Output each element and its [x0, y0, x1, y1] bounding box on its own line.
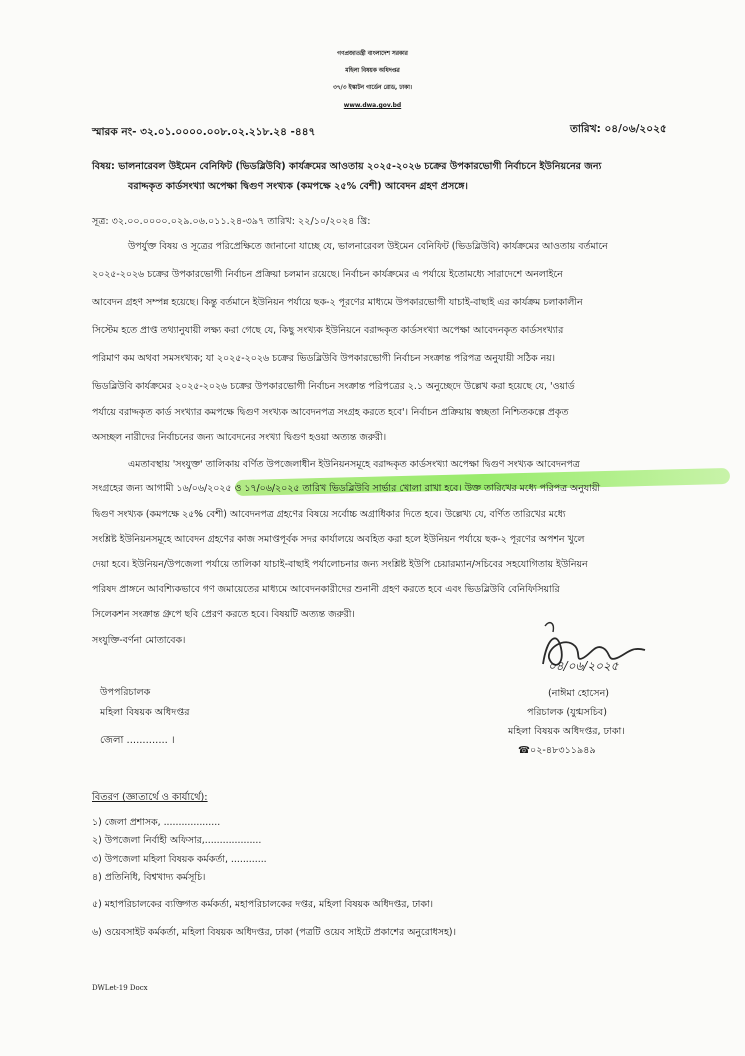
memo-date: তারিখ: ০৪/০৬/২০২৫ — [570, 123, 667, 135]
signature-date: ০৪/০৬/২০২৫ — [548, 659, 619, 673]
para1-line: পর্যায়ে বরাদ্দকৃত কার্ড সংখ্যার কমপক্ষে দ্বিগুণ সংখ্যক আবেদনপত্র সংগ্রহ করতে হবে'। নির্বাচন প্রক্রিয়ায় স্বচ্ছতা নিশ্চিতকল্পে প্রকৃত — [92, 407, 569, 418]
para1-line: আবেদন গ্রহণ সম্পন্ন হয়েছে। কিন্তু বর্তমানে ইউনিয়ন পর্যায়ে ছক-২ পূরণের মাধ্যমে উপকারভোগী যাচাই-বাছাই এর কার্যক্রম চলাকালীন — [92, 297, 583, 308]
recipient-district: জেলা ............. । — [100, 735, 175, 746]
reference-line: সূত্র: ৩২.০০.০০০০.০২৯.০৬.০১১.২৪-৩৯৭ তারিখ: ২২/১০/২০২৪ খ্রি: — [92, 216, 371, 227]
distribution-item: ২) উপজেলা নির্বাহী অফিসার,................... — [92, 835, 262, 846]
website-link[interactable]: www.dwa.gov.bd — [343, 102, 402, 109]
recipient-title: উপপরিচালক — [100, 687, 151, 698]
para2-line: পরিষদ প্রাঙ্গনে আবশ্যিকভাবে গণ জমায়েতের মাধ্যমে আবেদনকারীদের শুনানী গ্রহণ করতে হবে এবং ভিডব্লিউবি বেনিফিসিয়ারি — [92, 584, 560, 595]
memo-number: স্মারক নং- ৩২.০১.০০০০.০০৮.০২.২১৮.২৪ -৪৪৭ — [92, 126, 316, 138]
distribution-item: ৫) মহাপরিচালকের ব্যক্তিগত কর্মকর্তা, মহাপরিচালকের দপ্তর, মহিলা বিষয়ক অধিদপ্তর, ঢাকা। — [92, 899, 434, 910]
document-code: DWLet-19 Docx — [92, 984, 148, 992]
para2-line: দেয়া হবে। ইউনিয়ন/উপজেলা পর্যায়ে তালিকা যাচাই-বাছাই পর্যালোচনার জন্য সংশ্লিষ্ট ইউপি চেয়ারম্যান/সচিবের সহযোগিতায় ইউনিয়ন — [92, 559, 588, 570]
handwritten-signature — [535, 618, 675, 688]
subject-line-1: বিষয়: ভালনারেবল উইমেন বেনিফিট (ভিডব্লিউবি) কার্যক্রমের আওতায় ২০২৫-২০২৬ চক্রের উপকারভোগী নির্বাচনে ইউনিয়নের জন্য — [92, 161, 602, 172]
signatory-office: মহিলা বিষয়ক অধিদপ্তর, ঢাকা। — [508, 726, 625, 737]
para1-line: পরিমাণ কম অথবা সমসংখ্যক; যা ২০২৫-২০২৬ চক্রের ভিডব্লিউবি উপকারভোগী নির্বাচন সংক্রান্ত পরিপত্র অনুযায়ী সঠিক নয়। — [92, 353, 556, 364]
signatory-name: (নাঈমা হোসেন) — [548, 688, 610, 699]
para1-line: অসচ্ছল নারীদের নির্বাচনের জন্য আবেদনের সংখ্যা দ্বিগুণ হওয়া অত্যন্ত জরুরী। — [92, 432, 387, 443]
distribution-item: ৩) উপজেলা মহিলা বিষয়ক কর্মকর্তা, ............ — [92, 854, 267, 865]
para2-line-highlighted: সংগ্রহের জন্য আগামী ১৬/০৬/২০২৫ ও ১৭/০৬/২০২৫ তারিখ ভিডব্লিউবি সার্ভার খোলা রাখা হবে। উক্ত তারিখের মধ্যে পরিপত্র অনুযায়ী — [92, 483, 601, 494]
department-address: ৩৭/৩ ইস্কাটন গার্ডেন রোড, ঢাকা। — [333, 85, 412, 91]
distribution-item: ৬) ওয়েবসাইট কর্মকর্তা, মহিলা বিষয়ক অধিদপ্তর, ঢাকা (পত্রটি ওয়েব সাইটে প্রকাশের অনুরোধসহ)। — [92, 927, 456, 938]
recipient-office: মহিলা বিষয়ক অধিদপ্তর — [100, 707, 190, 718]
para2-line: সিলেকশন সংক্রান্ত গ্রুপে ছবি প্রেরণ করতে হবে। বিষয়টি অত্যন্ত জরুরী। — [92, 609, 355, 620]
distribution-item: ১) জেলা প্রশাসক, ................... — [92, 817, 221, 828]
para1-line: উপর্যুক্ত বিষয় ও সূত্রের পরিপ্রেক্ষিতে জানানো যাচ্ছে যে, ভালনারেবল উইমেন বেনিফিট (ভিডব্লিউবি) কার্যক্রমের আওতায় বর্তমানে — [128, 241, 608, 252]
para2-line: সংশ্লিষ্ট ইউনিয়নসমূহে আবেদন গ্রহণের কাজ সমাপ্তপূর্বক সদর কার্যালয়ে অবহিত করা হলে ইউনিয়ন পর্যায়ে ছক-২ পূরণের অপশন খুলে — [92, 534, 585, 545]
signatory-phone: ☎০২-৪৮৩১১৯৪৯ — [518, 745, 596, 756]
para1-line: ২০২৫-২০২৬ চক্রের উপকারভোগী নির্বাচন প্রক্রিয়া চলমান রয়েছে। নির্বাচন কার্যক্রমের এ পর্যায়ে ইতোমধ্যে সারাদেশে অনলাইনে — [92, 269, 563, 280]
signatory-designation: পরিচালক (যুগ্মসচিব) — [527, 707, 607, 718]
para2-line: দ্বিগুণ সংখ্যক (কমপক্ষে ২৫% বেশী) আবেদনপত্র গ্রহণের বিষয়ে সর্বোচ্চ অগ্রাধিকার দিতে হবে। উল্লেখ্য যে, বর্ণিত তারিখের মধ্যে — [92, 509, 566, 520]
govt-title: গণপ্রজাতন্ত্রী বাংলাদেশ সরকার — [337, 51, 408, 57]
para1-line: ভিডব্লিউবি কার্যক্রমের ২০২৫-২০২৬ চক্রের উপকারভোগী নির্বাচন সংক্রান্ত পরিপত্রের ২.১ অনুচ্ছেদে উল্লেখ করা হয়েছে যে, 'ওয়ার্ড — [92, 381, 575, 392]
subject-line-2: বরাদ্দকৃত কার্ডসংখ্যা অপেক্ষা দ্বিগুণ সংখ্যক (কমপক্ষে ২৫% বেশী) আবেদন গ্রহণ প্রসঙ্গে। — [128, 181, 468, 192]
para1-line: সিস্টেম হতে প্রাপ্ত তথ্যানুযায়ী লক্ষ্য করা গেছে যে, কিছু সংখ্যক ইউনিয়নে বরাদ্দকৃত কার্ডসংখ্যা অপেক্ষা আবেদনকৃত কার্ডসংখ্যার — [92, 325, 564, 336]
para2-line: এমতাবস্থায় 'সংযুক্ত' তালিকায় বর্ণিত উপজেলাধীন ইউনিয়নসমূহে বরাদ্দকৃত কার্ডসংখ্যা অপেক্ষা দ্বিগুণ সংখ্যক আবেদনপত্র — [128, 459, 580, 470]
department-name: মহিলা বিষয়ক অধিদপ্তর — [345, 68, 400, 74]
distribution-title: বিতরণ (জ্ঞাতার্থে ও কার্যার্থে): — [92, 792, 208, 803]
distribution-item: ৪) প্রতিনিধি, বিশ্বখাদ্য কর্মসূচি। — [92, 872, 206, 883]
attachment-note: সংযুক্তি-বর্ণনা মোতাবেক। — [92, 635, 186, 646]
